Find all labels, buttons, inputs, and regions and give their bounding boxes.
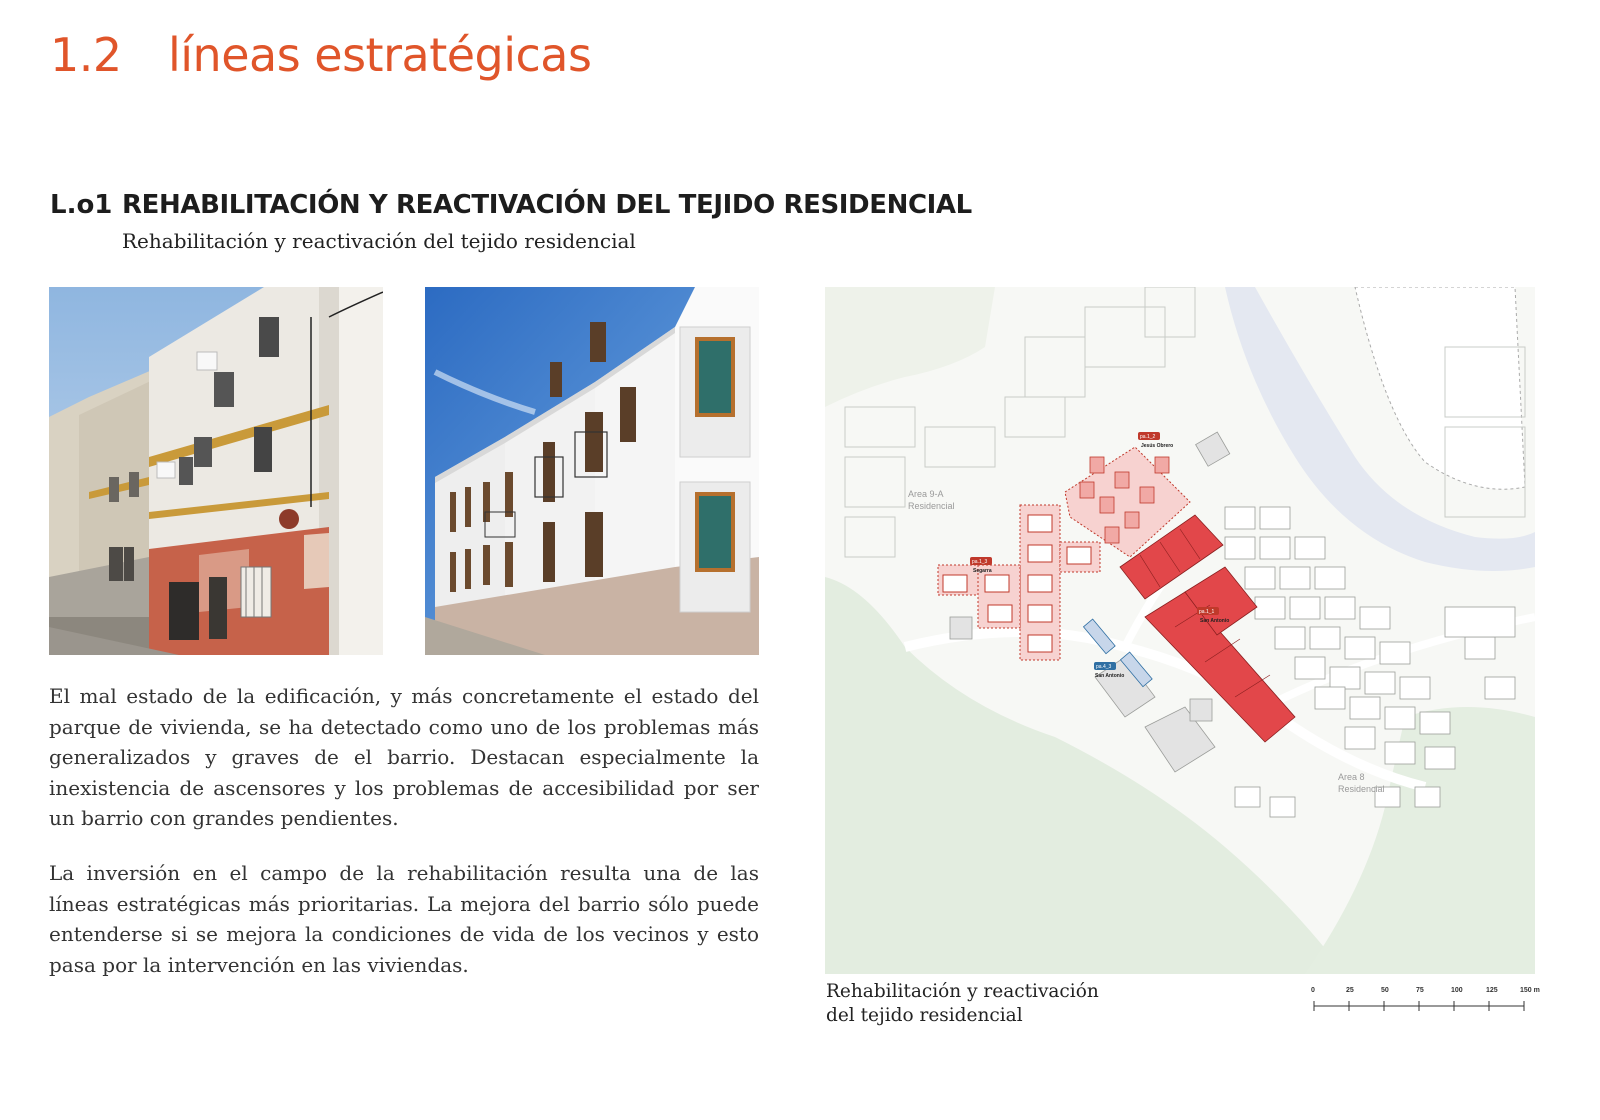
map-scale-bar bbox=[1300, 984, 1540, 1014]
map-caption bbox=[826, 980, 1146, 1028]
scale-tick-label: 150 m bbox=[1520, 987, 1540, 994]
label-san-antonio-2: San Antonio bbox=[1095, 673, 1125, 679]
body-paragraph-1: El mal estado de la edificación, y más concretamente el estado del parque de vivienda, se ha detectado como uno de los problemas más generalizados y graves de el barrio. Destacan especialmente la inexistencia de ascensores y los problemas de accesibilidad por ser un barrio con grandes pendientes. bbox=[49, 684, 759, 830]
neighbourhood-map bbox=[825, 287, 1535, 974]
label-area-9a-type: Residencial bbox=[908, 501, 955, 511]
strategy-code: L.o1 bbox=[50, 190, 113, 220]
tag-jesus-obrero: pa.1_2 bbox=[1140, 434, 1156, 440]
label-area-8: Area 8 bbox=[1338, 772, 1365, 782]
strategy-subtitle: Rehabilitación y reactivación del tejido residencial bbox=[122, 229, 636, 253]
scale-tick-label: 100 bbox=[1451, 987, 1463, 994]
label-jesus-obrero: Jesús Obrero bbox=[1141, 443, 1174, 449]
section-number: 1.2 bbox=[50, 28, 122, 82]
label-san-antonio-1: San Antonio bbox=[1200, 618, 1230, 624]
body-paragraph-2: La inversión en el campo de la rehabilitación resulta una de las líneas estratégicas más prioritarias. La mejora del barrio sólo puede entenderse si se mejora la condiciones de vida de los vecinos y esto pasa por la intervención en las viviendas. bbox=[49, 861, 759, 977]
label-area-8-type: Residencial bbox=[1338, 784, 1385, 794]
scale-tick-label: 75 bbox=[1416, 987, 1424, 994]
strategy-title: REHABILITACIÓN Y REACTIVACIÓN DEL TEJIDO RESIDENCIAL bbox=[122, 190, 972, 220]
tag-san-antonio-2: pa.4_3 bbox=[1096, 664, 1112, 670]
page-title bbox=[50, 28, 591, 82]
label-segarra: Segarra bbox=[973, 568, 992, 574]
section-title: líneas estratégicas bbox=[168, 28, 592, 82]
scale-tick-label: 25 bbox=[1346, 987, 1354, 994]
label-area-9a: Area 9-A bbox=[908, 489, 944, 499]
photo-building-after bbox=[425, 287, 759, 655]
map-caption-line-1: Rehabilitación y reactivación bbox=[826, 981, 1099, 1002]
scale-tick-label: 50 bbox=[1381, 987, 1389, 994]
map-caption-line-2: del tejido residencial bbox=[826, 1005, 1023, 1026]
scale-tick-label: 0 bbox=[1311, 987, 1315, 994]
tag-segarra: pa.1_3 bbox=[972, 559, 988, 565]
tag-san-antonio-1: pa.1_1 bbox=[1199, 609, 1215, 615]
scale-tick-label: 125 bbox=[1486, 987, 1498, 994]
photo-building-before bbox=[49, 287, 383, 655]
